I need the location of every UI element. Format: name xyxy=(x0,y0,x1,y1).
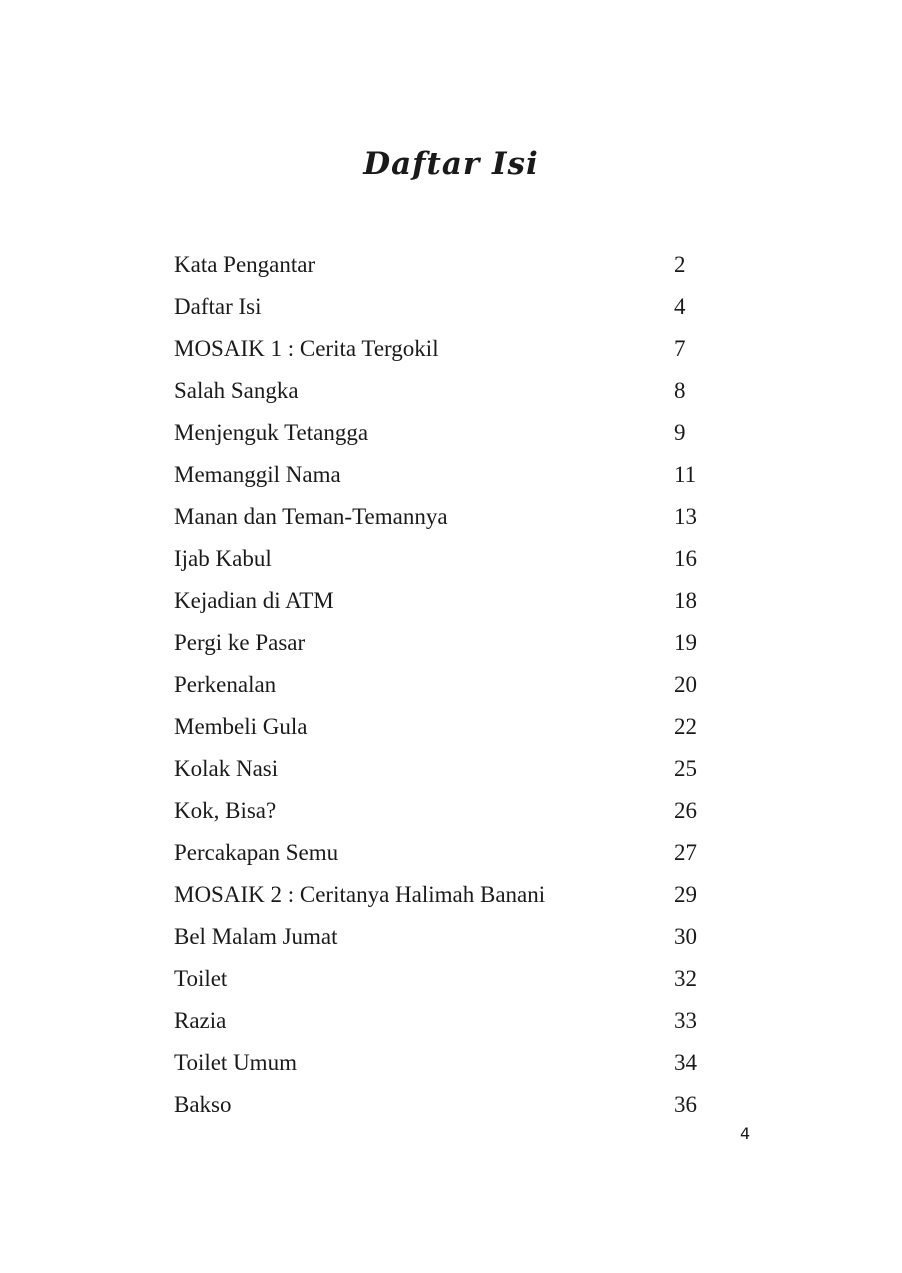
toc-entry-title: Toilet xyxy=(174,966,228,991)
toc-entry-title: Toilet Umum xyxy=(174,1050,297,1075)
page-number: 4 xyxy=(740,1124,751,1143)
toc-entry-page: 36 xyxy=(674,1092,697,1117)
toc-row xyxy=(174,958,714,1000)
toc-entry-title: Manan dan Teman-Temannya xyxy=(174,504,448,529)
toc-entry-title: Bel Malam Jumat xyxy=(174,924,338,949)
toc-row xyxy=(174,874,714,916)
toc-entry-page: 2 xyxy=(674,252,686,277)
toc-row xyxy=(174,622,714,664)
toc-row xyxy=(174,454,714,496)
toc-entry-title: Pergi ke Pasar xyxy=(174,630,306,655)
toc-row xyxy=(174,1042,714,1084)
toc-entry-title: Kata Pengantar xyxy=(174,252,316,277)
toc-entry-page: 22 xyxy=(674,714,697,739)
toc-entry-page: 34 xyxy=(674,1050,697,1075)
table-of-contents xyxy=(174,244,714,1126)
toc-row xyxy=(174,286,714,328)
page-title: Daftar Isi xyxy=(363,146,539,182)
toc-row xyxy=(174,748,714,790)
toc-row xyxy=(174,790,714,832)
toc-entry-page: 29 xyxy=(674,882,697,907)
toc-entry-title: MOSAIK 2 : Ceritanya Halimah Banani xyxy=(174,882,546,907)
toc-entry-title: Ijab Kabul xyxy=(174,546,272,571)
toc-entry-title: Menjenguk Tetangga xyxy=(174,420,369,445)
toc-row xyxy=(174,1084,714,1126)
toc-entry-page: 19 xyxy=(674,630,697,655)
toc-entry-title: Percakapan Semu xyxy=(174,840,339,865)
toc-row xyxy=(174,580,714,622)
toc-row xyxy=(174,1000,714,1042)
toc-entry-title: MOSAIK 1 : Cerita Tergokil xyxy=(174,336,439,361)
toc-row xyxy=(174,244,714,286)
toc-entry-title: Razia xyxy=(174,1008,227,1033)
toc-entry-title: Kolak Nasi xyxy=(174,756,279,781)
toc-entry-title: Salah Sangka xyxy=(174,378,299,403)
toc-row xyxy=(174,706,714,748)
toc-row xyxy=(174,370,714,412)
toc-entry-page: 9 xyxy=(674,420,686,445)
toc-row xyxy=(174,916,714,958)
toc-row xyxy=(174,496,714,538)
toc-entry-title: Bakso xyxy=(174,1092,232,1117)
toc-entry-page: 20 xyxy=(674,672,697,697)
toc-entry-page: 8 xyxy=(674,378,686,403)
toc-entry-page: 25 xyxy=(674,756,697,781)
toc-entry-title: Membeli Gula xyxy=(174,714,308,739)
toc-entry-title: Memanggil Nama xyxy=(174,462,341,487)
toc-row xyxy=(174,832,714,874)
toc-entry-title: Kejadian di ATM xyxy=(174,588,334,613)
toc-entry-page: 27 xyxy=(674,840,697,865)
toc-entry-page: 33 xyxy=(674,1008,697,1033)
toc-row xyxy=(174,664,714,706)
toc-entry-page: 30 xyxy=(674,924,697,949)
toc-entry-title: Kok, Bisa? xyxy=(174,798,277,823)
toc-entry-page: 7 xyxy=(674,336,686,361)
toc-entry-title: Perkenalan xyxy=(174,672,277,697)
toc-entry-title: Daftar Isi xyxy=(174,294,262,319)
toc-entry-page: 13 xyxy=(674,504,697,529)
toc-row xyxy=(174,538,714,580)
toc-entry-page: 11 xyxy=(674,462,697,487)
toc-row xyxy=(174,412,714,454)
toc-row xyxy=(174,328,714,370)
toc-entry-page: 16 xyxy=(674,546,697,571)
toc-entry-page: 26 xyxy=(674,798,697,823)
toc-entry-page: 4 xyxy=(674,294,686,319)
toc-entry-page: 32 xyxy=(674,966,697,991)
toc-entry-page: 18 xyxy=(674,588,697,613)
